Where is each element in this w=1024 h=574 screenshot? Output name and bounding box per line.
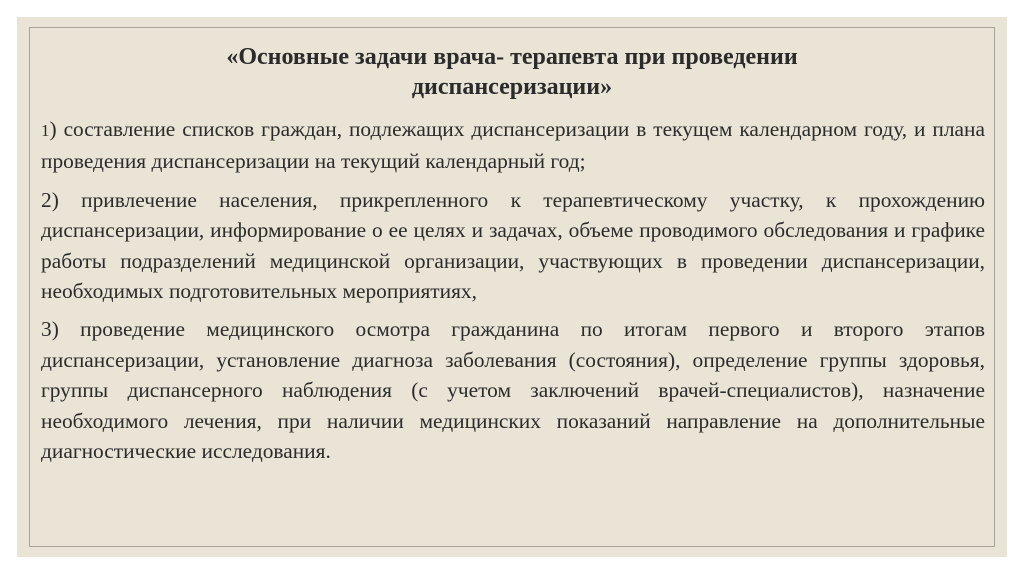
slide-title bbox=[30, 42, 994, 102]
title-line-2: диспансеризации» bbox=[411, 74, 613, 100]
task-item-2 bbox=[41, 185, 985, 307]
task-item-2-number: 2 bbox=[41, 187, 52, 212]
task-item-3-text: ) проведение медицинского осмотра гражданина по итогам первого и второго этапов диспансеризации, установление диагноза заболевания (состояния), определение группы здоровья, группы диспансерного наблюдения (с учетом заключений врачей-специалистов), назначение необходимого лечения, при наличии медицинских показаний направление на дополнительные диагностические исследования. bbox=[41, 317, 985, 464]
task-item-1-number: 1 bbox=[41, 121, 50, 140]
task-item-3-number: 3 bbox=[41, 317, 52, 342]
task-item-1-text: ) составление списков граждан, подлежащих диспансеризации в текущем календарном году, и плана проведения диспансеризации на текущий календарный год; bbox=[41, 117, 985, 174]
task-item-2-text: ) привлечение населения, прикрепленного к терапевтическому участку, к прохождению диспансеризации, информирование о ее целях и задачах, объеме проводимого обследования и графике работы подразделений медицинской организации, участвующих в проведении диспансеризации, необходимых подготовительных мероприятиях, bbox=[41, 187, 985, 304]
slide-content-frame bbox=[29, 27, 995, 547]
task-list bbox=[41, 114, 985, 474]
task-item-1 bbox=[41, 114, 985, 177]
task-item-3 bbox=[41, 314, 985, 466]
title-line-1: «Основные задачи врача- терапевта при проведении bbox=[226, 44, 798, 70]
